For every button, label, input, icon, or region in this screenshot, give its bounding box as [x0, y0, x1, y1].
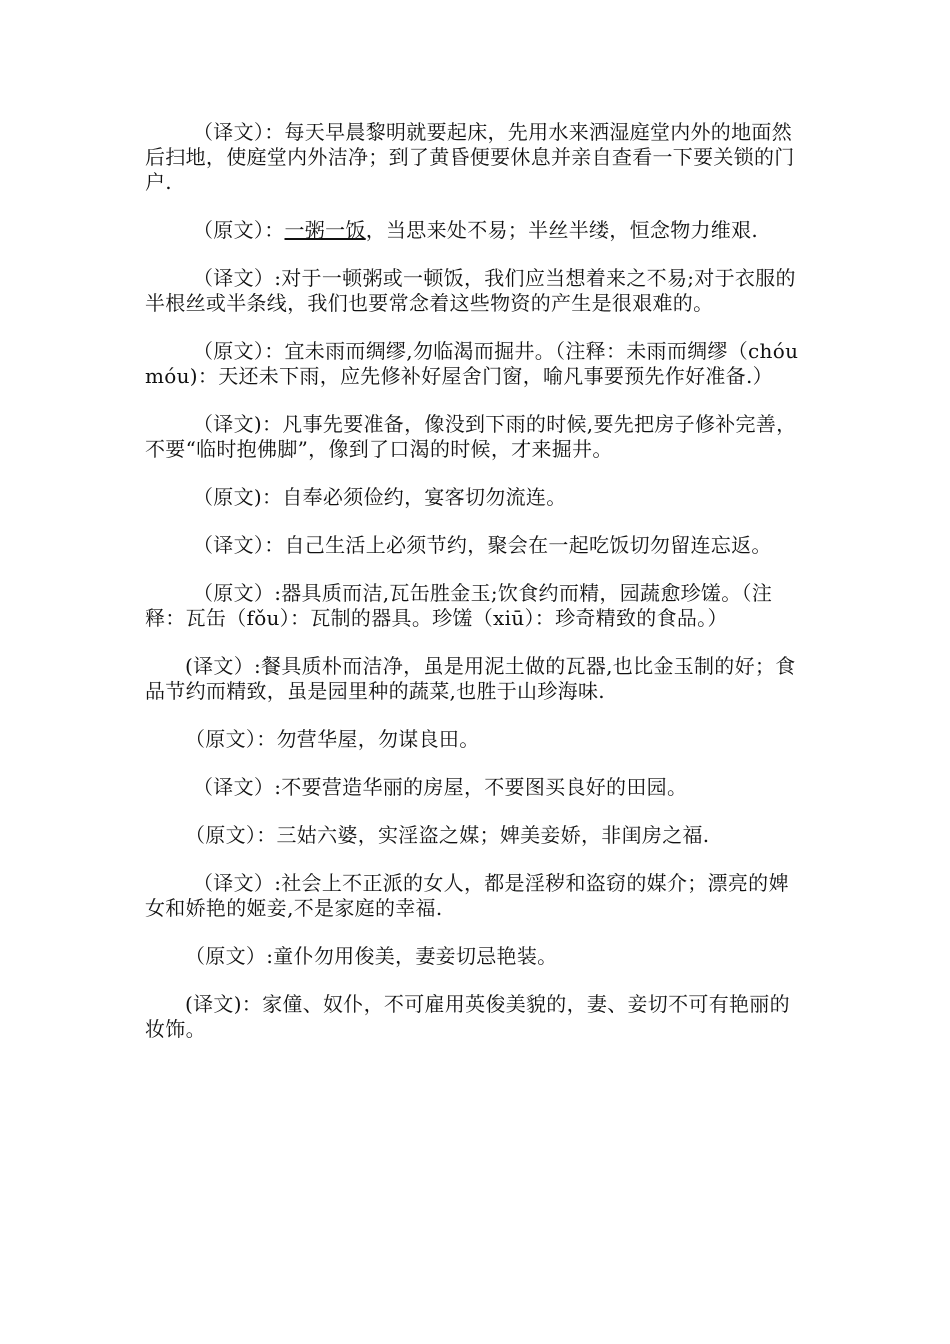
paragraph-rest: ，当思来处不易；半丝半缕，恒念物力维艰.	[365, 218, 759, 242]
paragraph-original-5: （原文）:器具质而洁,瓦缶胜金玉;饮食约而精，园蔬愈珍馐。（注释：瓦缶（fǒu）：瓦制的器具。珍馐（xiū）：珍奇精致的食品。）	[145, 581, 773, 630]
paragraph-original-3: （原文）：宜未雨而绸缪,勿临渴而掘井。（注释：未雨而绸缪（chóu móu)：天还未下雨，应先修补好屋舍门窗，喻凡事要预先作好准备.）	[145, 339, 799, 388]
paragraph-translation-5: (译文）:餐具质朴而洁净，虽是用泥土做的瓦器,也比金玉制的好；食品节约而精致，虽是园里种的蔬菜,也胜于山珍海味.	[145, 654, 796, 703]
paragraph-translation-7: （译文）:社会上不正派的女人，都是淫秽和盗窃的媒介；漂亮的婢女和娇艳的姬妾,不是家庭的幸福.	[145, 871, 789, 920]
paragraph-original-8: （原文）:童仆勿用俊美，妻妾切忌艳装。	[185, 944, 558, 968]
paragraph-original-7: （原文）：三姑六婆，实淫盗之媒；婢美妾娇，非闺房之福.	[185, 823, 710, 847]
paragraph-original-4: （原文)：自奉必须俭约，宴客切勿流连。	[193, 485, 567, 509]
document-body	[145, 120, 805, 1065]
paragraph-translation-1: （译文）：每天早晨黎明就要起床，先用水来洒湿庭堂内外的地面然后扫地，使庭堂内外洁净；到了黄昏便要休息并亲自查看一下要关锁的门户.	[145, 120, 795, 194]
underlined-phrase: 一粥一饭	[284, 218, 366, 242]
paragraph-original-6: （原文）：勿营华屋，勿谋良田。	[185, 727, 480, 751]
paragraph-translation-8: (译文)：家僮、奴仆，不可雇用英俊美貌的，妻、妾切不可有艳丽的妆饰。	[145, 992, 790, 1041]
paragraph-translation-6: （译文）:不要营造华丽的房屋，不要图买良好的田园。	[193, 775, 688, 799]
paragraph-translation-2: （译文）:对于一顿粥或一顿饭，我们应当想着来之不易;对于衣服的半根丝或半条线，我们也要常念着这些物资的产生是很艰难的。	[145, 266, 796, 315]
paragraph-translation-3: （译文)：凡事先要准备，像没到下雨的时候,要先把房子修补完善，不要“临时抱佛脚”，像到了口渴的时候，才来掘井。	[145, 412, 797, 461]
paragraph-original-2	[145, 218, 805, 243]
paragraph-prefix: （原文）：	[193, 218, 285, 242]
paragraph-translation-4: （译文）：自己生活上必须节约，聚会在一起吃饭切勿留连忘返。	[193, 533, 772, 557]
